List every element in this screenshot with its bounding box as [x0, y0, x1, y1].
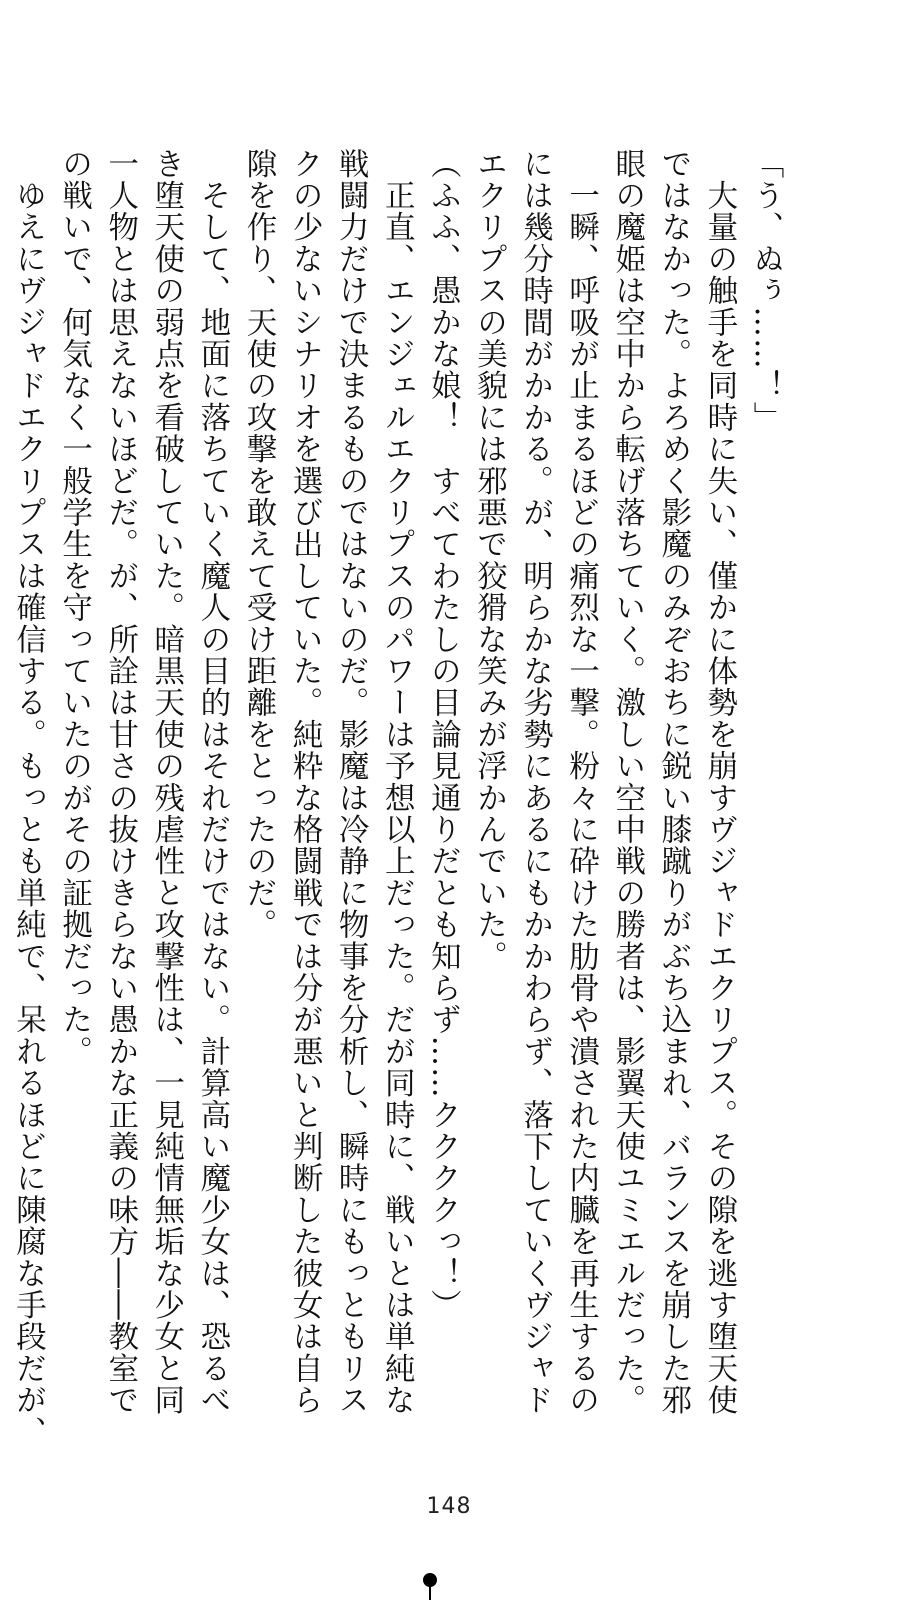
text-line: ではなかった。よろめく影魔のみぞおちに鋭い膝蹴りがぶち込まれ、バランスを崩した邪	[655, 148, 691, 1416]
text-line: クの少ないシナリオを選び出していた。純粋な格闘戦では分が悪いと判断した彼女は自ら	[287, 148, 323, 1416]
text-line: き堕天使の弱点を看破していた。暗黒天使の残虐性と攻撃性は、一見純情無垢な少女と同	[148, 148, 184, 1416]
text-line: には幾分時間がかかる。が、明らかな劣勢にあるにもかかわらず、落下していくヴジャド	[517, 148, 553, 1416]
bullet-dot-icon	[423, 1573, 437, 1587]
vertical-text-body	[10, 148, 788, 1448]
text-line: 隙を作り、天使の攻撃を敢えて受け距離をとったのだ。	[240, 148, 276, 941]
text-line: そして、地面に落ちていく魔人の目的はそれだけではない。計算高い魔少女は、恐るべ	[194, 148, 230, 1416]
text-line: 一人物とは思えないほどだ。が、所詮は甘さの抜けきらない愚かな正義の味方――教室で	[102, 148, 138, 1416]
text-line: （ふふ、愚かな娘！ すべてわたしの目論見通りだとも知らず……ククククっ！）	[425, 148, 461, 1321]
text-line: 大量の触手を同時に失い、僅かに体勢を崩すヴジャドエクリプス。その隙を逃す堕天使	[701, 148, 737, 1416]
text-line: 「う、ぬぅ……！」	[748, 148, 783, 434]
page-number: 148	[426, 1494, 472, 1519]
text-line: 戦闘力だけで決まるものではないのだ。影魔は冷静に物事を分析し、瞬時にもっともリス	[333, 148, 369, 1416]
text-line: 眼の魔姫は空中から転げ落ちていく。激しい空中戦の勝者は、影翼天使ユミエルだった。	[609, 148, 645, 1416]
text-line: 正直、エンジェルエクリプスのパワーは予想以上だった。だが同時に、戦いとは単純な	[379, 148, 415, 1416]
text-line: ゆえにヴジャドエクリプスは確信する。もっとも単純で、呆れるほどに陳腐な手段だが、	[10, 148, 46, 1448]
bullet-stem	[429, 1586, 431, 1600]
text-line: エクリプスの美貌には邪悪で狡猾な笑みが浮かんでいた。	[471, 148, 507, 973]
text-line: 一瞬、呼吸が止まるほどの痛烈な一撃。粉々に砕けた肋骨や潰された内臓を再生するの	[563, 148, 599, 1416]
text-line: の戦いで、何気なく一般学生を守っていたのがその証拠だった。	[56, 148, 92, 1068]
